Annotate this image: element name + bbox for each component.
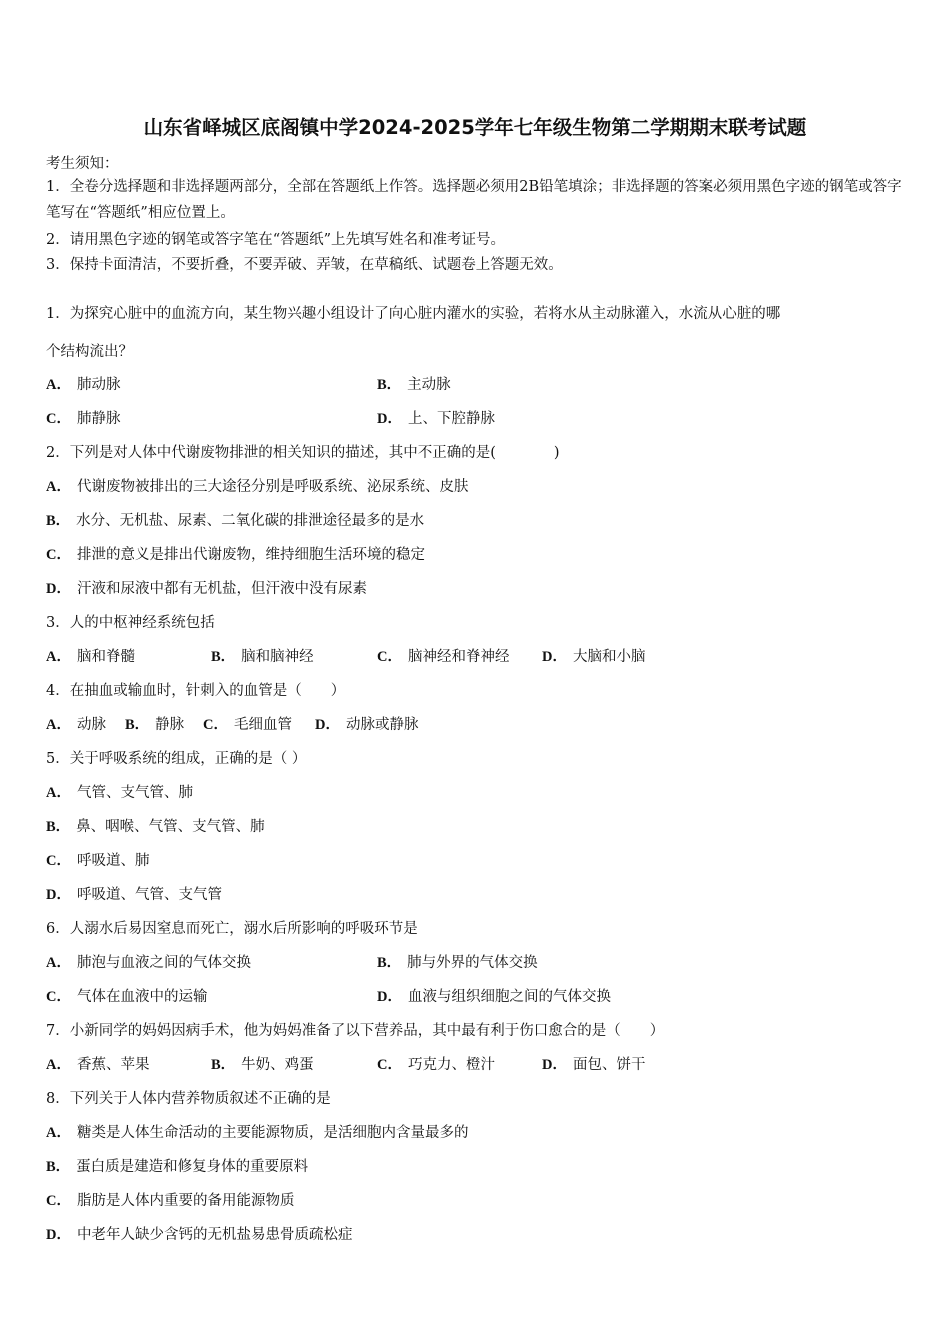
question-8-option-d[interactable]: D． 中老年人缺少含钙的无机盐易患骨质疏松症 bbox=[46, 1227, 353, 1243]
question-3-option-b[interactable]: B． 脑和脑神经 bbox=[211, 649, 314, 665]
question-2-stem: 2．下列是对人体中代谢废物排泄的相关知识的描述，其中不正确的是( ) bbox=[46, 445, 560, 461]
question-6-option-b[interactable]: B． 肺与外界的气体交换 bbox=[377, 955, 538, 971]
notice-heading: 考生须知： bbox=[46, 156, 119, 172]
question-2-option-d[interactable]: D． 汗液和尿液中都有无机盐，但汗液中没有尿素 bbox=[46, 581, 367, 597]
question-6-option-d[interactable]: D． 血液与组织细胞之间的气体交换 bbox=[377, 989, 611, 1005]
question-1-option-b[interactable]: B． 主动脉 bbox=[377, 377, 451, 393]
question-4-option-c[interactable]: C． 毛细血管 bbox=[203, 717, 292, 733]
question-4-option-b[interactable]: B． 静脉 bbox=[125, 717, 185, 733]
question-1-option-c[interactable]: C． 肺静脉 bbox=[46, 411, 121, 427]
notice-item-1: 1．全卷分选择题和非选择题两部分，全部在答题纸上作答。选择题必须用2B铅笔填涂；非选择题的答案必须用黑色字迹的钢笔或答字笔写在“答题纸”相应位置上。 bbox=[46, 179, 902, 221]
question-1-stem-cont: 个结构流出？ bbox=[46, 344, 133, 360]
question-7-option-a[interactable]: A． 香蕉、苹果 bbox=[46, 1057, 150, 1073]
question-3-option-d[interactable]: D． 大脑和小脑 bbox=[542, 649, 646, 665]
question-3-stem: 3．人的中枢神经系统包括 bbox=[46, 615, 215, 631]
question-3-option-a[interactable]: A． 脑和脊髓 bbox=[46, 649, 135, 665]
question-7-option-b[interactable]: B． 牛奶、鸡蛋 bbox=[211, 1057, 314, 1073]
question-8-option-b[interactable]: B． 蛋白质是建造和修复身体的重要原料 bbox=[46, 1159, 309, 1175]
question-7-stem: 7．小新同学的妈妈因病手术，他为妈妈准备了以下营养品，其中最有利于伤口愈合的是（ ） bbox=[46, 1023, 665, 1039]
question-8-stem: 8．下列关于人体内营养物质叙述不正确的是 bbox=[46, 1091, 331, 1107]
question-2-option-c[interactable]: C． 排泄的意义是排出代谢废物，维持细胞生活环境的稳定 bbox=[46, 547, 425, 563]
question-2-option-b[interactable]: B． 水分、无机盐、尿素、二氧化碳的排泄途径最多的是水 bbox=[46, 513, 425, 529]
question-7-option-d[interactable]: D． 面包、饼干 bbox=[542, 1057, 646, 1073]
notice-item-3: 3．保持卡面清洁，不要折叠，不要弄破、弄皱，在草稿纸、试题卷上答题无效。 bbox=[46, 257, 563, 273]
question-6-option-a[interactable]: A． 肺泡与血液之间的气体交换 bbox=[46, 955, 251, 971]
question-5-option-a[interactable]: A． 气管、支气管、肺 bbox=[46, 785, 193, 801]
question-5-option-c[interactable]: C． 呼吸道、肺 bbox=[46, 853, 150, 869]
question-1-stem: 1．为探究心脏中的血流方向，某生物兴趣小组设计了向心脏内灌水的实验，若将水从主动脉灌入，水流从心脏的哪 bbox=[46, 306, 781, 322]
question-6-option-c[interactable]: C． 气体在血液中的运输 bbox=[46, 989, 208, 1005]
question-3-option-c[interactable]: C． 脑神经和脊神经 bbox=[377, 649, 510, 665]
question-8-option-c[interactable]: C． 脂肪是人体内重要的备用能源物质 bbox=[46, 1193, 295, 1209]
question-4-stem: 4．在抽血或输血时，针刺入的血管是（ ） bbox=[46, 683, 346, 699]
question-5-stem: 5．关于呼吸系统的组成，正确的是（ ） bbox=[46, 751, 307, 767]
question-8-option-a[interactable]: A． 糖类是人体生命活动的主要能源物质，是活细胞内含量最多的 bbox=[46, 1125, 469, 1141]
notice-item-2: 2．请用黑色字迹的钢笔或答字笔在“答题纸”上先填写姓名和准考证号。 bbox=[46, 232, 506, 248]
page-title: 山东省峄城区底阁镇中学2024-2025学年七年级生物第二学期期末联考试题 bbox=[143, 116, 807, 139]
question-1-option-d[interactable]: D． 上、下腔静脉 bbox=[377, 411, 495, 427]
question-5-option-d[interactable]: D． 呼吸道、气管、支气管 bbox=[46, 887, 222, 903]
question-2-option-a[interactable]: A． 代谢废物被排出的三大途径分别是呼吸系统、泌尿系统、皮肤 bbox=[46, 479, 469, 495]
question-5-option-b[interactable]: B． 鼻、咽喉、气管、支气管、肺 bbox=[46, 819, 265, 835]
question-7-option-c[interactable]: C． 巧克力、橙汁 bbox=[377, 1057, 495, 1073]
question-6-stem: 6．人溺水后易因窒息而死亡，溺水后所影响的呼吸环节是 bbox=[46, 921, 418, 937]
question-4-option-d[interactable]: D． 动脉或静脉 bbox=[315, 717, 419, 733]
question-1-option-a[interactable]: A． 肺动脉 bbox=[46, 377, 121, 393]
question-4-option-a[interactable]: A． 动脉 bbox=[46, 717, 106, 733]
